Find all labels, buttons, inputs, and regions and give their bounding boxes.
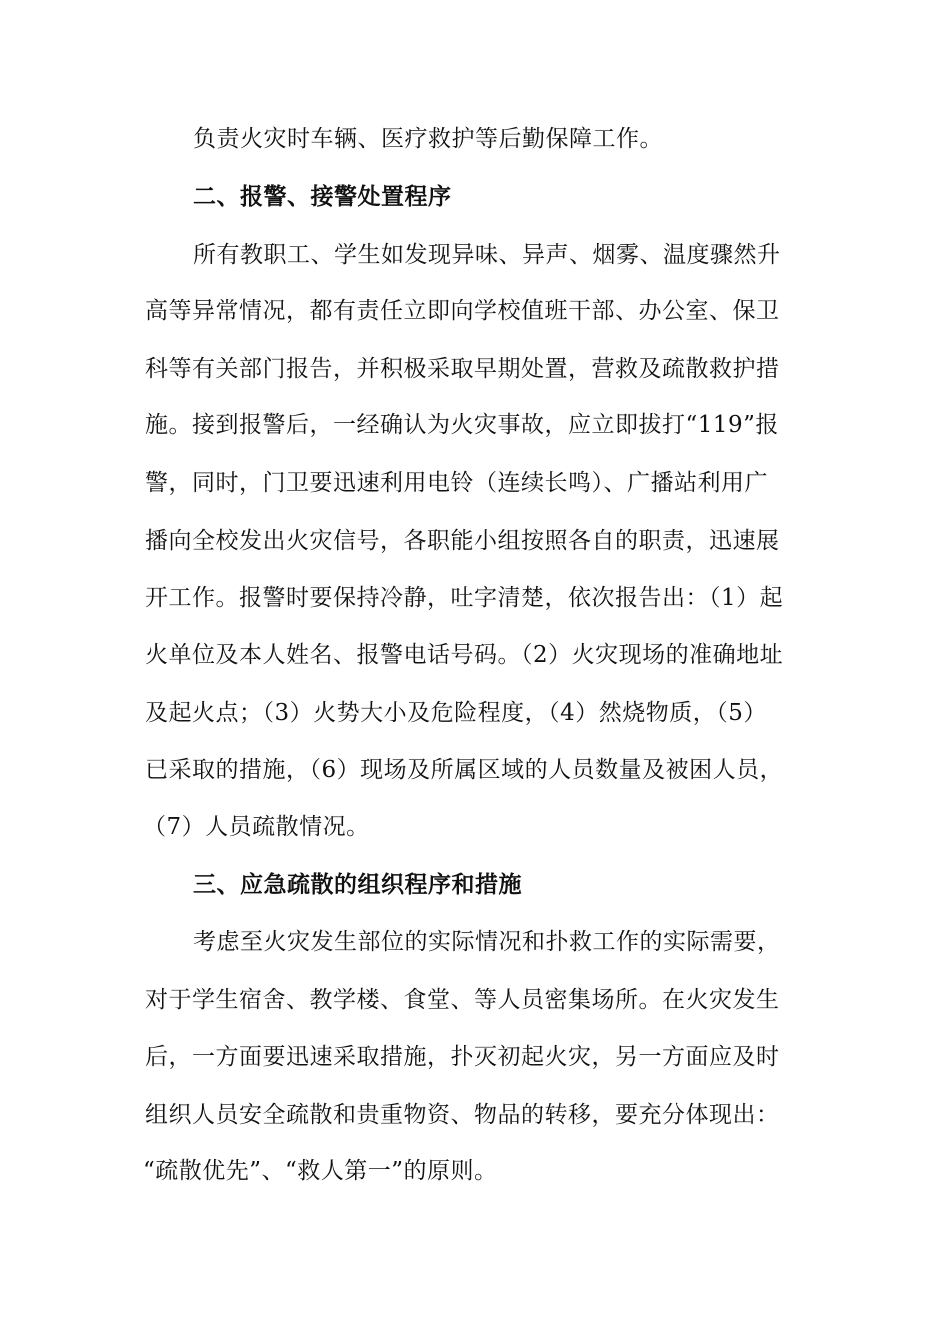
paragraph-line: （7）人员疏散情况。 bbox=[143, 814, 370, 840]
paragraph-line: 火单位及本人姓名、报警电话号码。（2）火灾现场的准确地址 bbox=[145, 642, 784, 668]
paragraph-line: 对于学生宿舍、教学楼、食堂、等人员密集场所。在火灾发生 bbox=[145, 987, 780, 1013]
paragraph-line: “疏散优先”、“救人第一”的原则。 bbox=[143, 1158, 498, 1184]
paragraph-line: 后，一方面要迅速采取措施，扑灭初起火灾，另一方面应及时 bbox=[145, 1044, 780, 1070]
paragraph-line: 所有教职工、学生如发现异味、异声、烟雾、温度骤然升 bbox=[193, 242, 781, 268]
paragraph-line: 高等异常情况，都有责任立即向学校值班干部、办公室、保卫 bbox=[145, 298, 780, 324]
paragraph-line: 考虑至火灾发生部位的实际情况和扑救工作的实际需要， bbox=[193, 929, 781, 955]
paragraph-line: 负责火灾时车辆、医疗救护等后勤保障工作。 bbox=[193, 126, 663, 152]
paragraph-line: 及起火点；（3）火势大小及危险程度，（4）然烧物质，（5） bbox=[145, 700, 767, 726]
section-heading-3: 三、应急疏散的组织程序和措施 bbox=[193, 872, 522, 898]
paragraph-line: 组织人员安全疏散和贵重物资、物品的转移，要充分体现出： bbox=[145, 1102, 780, 1128]
paragraph-line: 已采取的措施，（6）现场及所属区域的人员数量及被困人员， bbox=[145, 757, 784, 783]
paragraph-line: 播向全校发出火灾信号，各职能小组按照各自的职责，迅速展 bbox=[145, 528, 780, 554]
section-heading-2: 二、报警、接警处置程序 bbox=[193, 184, 452, 210]
paragraph-line: 科等有关部门报告，并积极采取早期处置，营救及疏散救护措 bbox=[145, 356, 780, 382]
paragraph-line: 施。接到报警后，一经确认为火灾事故，应立即拔打“119”报 bbox=[145, 412, 779, 438]
paragraph-line: 警，同时，门卫要迅速利用电铃（连续长鸣）、广播站利用广 bbox=[145, 470, 768, 496]
paragraph-line: 开工作。报警时要保持冷静，吐字清楚，依次报告出：（1）起 bbox=[145, 585, 784, 611]
